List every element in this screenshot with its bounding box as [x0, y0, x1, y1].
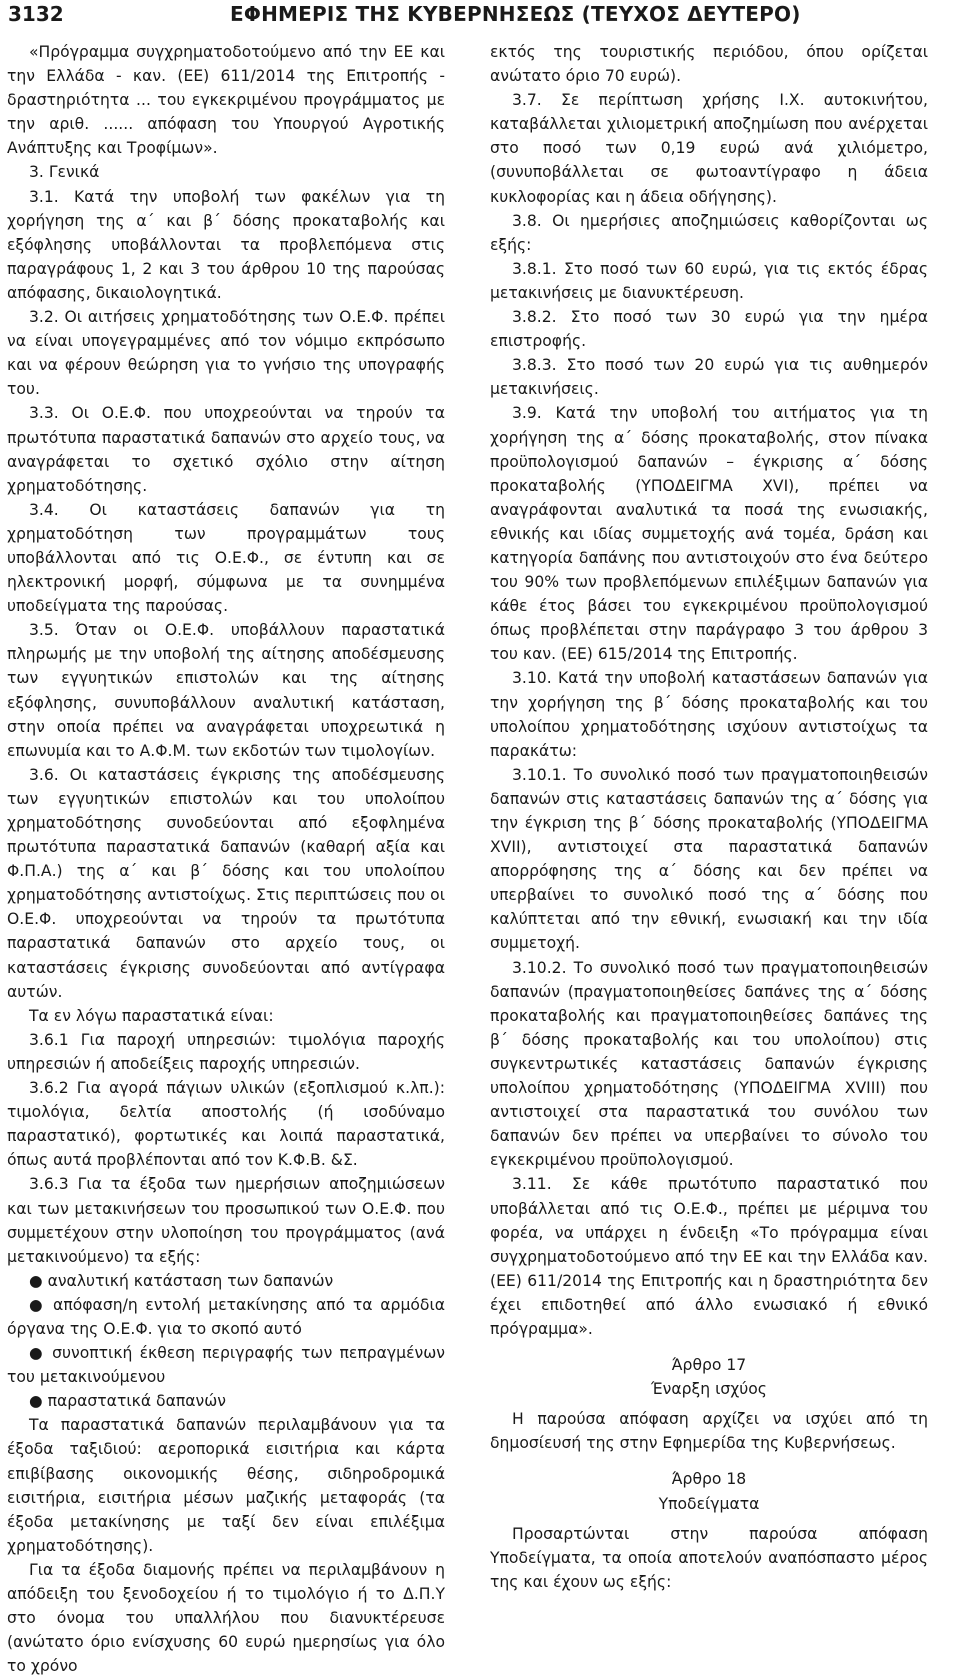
paragraph: 3.11. Σε κάθε πρωτότυπο παραστατικό που υποβάλλεται από τις Ο.Ε.Φ., πρέπει με μέριμνα του φορέα, να υπάρχει η ένδειξη «Το πρόγραμμα είναι συγχρηματοδοτούμενο από την ΕΕ και την Ελλάδα καν. (ΕΕ) 611/2014 της Επιτροπής και η δραστηριότητα δεν έχει επιδοτηθεί από άλλο ενωσιακό ή εθνικό πρόγραμμα». [490, 1175, 928, 1338]
paragraph: 3. Γενικά [29, 163, 100, 182]
paragraph: 3.7. Σε περίπτωση χρήσης Ι.Χ. αυτοκινήτου, καταβάλλεται χιλιομετρική αποζημίωση που ανέρχεται στο ποσό των 0,19 ευρώ ανά χιλιόμετρο, (συνυποβάλλεται σε φωτοαντίγραφο η άδεια κυκλοφορίας και η άδεια οδήγησης). [490, 91, 928, 206]
paragraph: 3.6.1 Για παροχή υπηρεσιών: τιμολόγια παροχής υπηρεσιών ή αποδείξεις παροχής υπηρεσιών. [7, 1030, 445, 1073]
paragraph: Η παρούσα απόφαση αρχίζει να ισχύει από τη δημοσίευσή της στην Εφημερίδα της Κυβερνήσεως. [490, 1410, 928, 1453]
paragraph: 3.4. Οι καταστάσεις δαπανών για τη χρηματοδότηση των προγραμμάτων τους υποβάλλονται από τις Ο.Ε.Φ., σε έντυπη και σε ηλεκτρονική μορφή, σύμφωνα με τα συνημμένα υποδείγματα της παρούσας. [7, 500, 445, 616]
paragraph: 3.8. Οι ημερήσιες αποζημιώσεις καθορίζονται ως εξής: [490, 211, 928, 254]
paragraph: ● αναλυτική κατάσταση των δαπανών [29, 1271, 334, 1290]
paragraph: 3.1. Κατά την υποβολή των φακέλων για τη χορήγηση της α΄ και β΄ δόσης προκαταβολής και εξόφλησης υποβάλλονται τα προβλεπόμενα στις παραγράφους 1, 2 και 3 του άρθρου 10 της παρούσας απόφασης, δικαιολογητικά. [7, 187, 445, 302]
running-title: ΕΦΗΜΕΡΙΣ ΤΗΣ ΚΥΒΕΡΝΗΣΕΩΣ (ΤΕΥΧΟΣ ΔΕΥΤΕΡΟ) [230, 2, 801, 26]
section-heading: Υποδείγματα [658, 1494, 760, 1513]
paragraph: εκτός της τουριστικής περιόδου, όπου ορίζεται ανώτατο όριο 70 ευρώ). [490, 43, 928, 86]
paragraph: Τα εν λόγω παραστατικά είναι: [29, 1006, 274, 1025]
paragraph: 3.8.3. Στο ποσό των 20 ευρώ για τις αυθημερόν μετακινήσεις. [490, 356, 928, 399]
page-header [0, 0, 960, 32]
section-heading: Άρθρο 18 [671, 1470, 747, 1489]
left-column [7, 40, 445, 1678]
right-column [490, 40, 928, 1594]
paragraph: 3.3. Οι Ο.Ε.Φ. που υποχρεούνται να τηρούν τα πρωτότυπα παραστατικά δαπανών στο αρχείο τους, να αναγράφεται το σχετικό σχόλιο στην αίτηση χρηματοδότησης. [7, 404, 445, 495]
paragraph: ● απόφαση/η εντολή μετακίνησης από τα αρμόδια όργανα της Ο.Ε.Φ. για το σκοπό αυτό [7, 1295, 445, 1338]
paragraph: ● συνοπτική έκθεση περιγραφής των πεπραγμένων του μετακινούμενου [7, 1344, 445, 1387]
paragraph: Τα παραστατικά δαπανών περιλαμβάνουν για τα έξοδα ταξιδιού: αεροπορικά εισιτήρια και κάρτα επιβίβασης οικονομικής θέσης, σιδηροδρομικά εισιτήρια, εισιτήρια μέσων μαζικής μεταφοράς (τα έξοδα μετακίνησης με ταξί δεν είναι επιλέξιμα χρηματοδότησης). [7, 1416, 445, 1555]
paragraph: 3.6. Οι καταστάσεις έγκρισης της αποδέσμευσης των εγγυητικών επιστολών και του υπολοίπου χρηματοδότησης συνοδεύονται από εξοφλημένα πρωτότυπα παραστατικά δαπανών (καθαρή αξία και Φ.Π.Α.) της α΄ και β΄ δόσης και του υπολοίπου χρηματοδότησης αντιστοίχως. Στις περιπτώσεις που οι Ο.Ε.Φ. υποχρεούνται να τηρούν τα πρωτότυπα παραστατικά δαπανών στο αρχείο τους, οι καταστάσεις έγκρισης συνοδεύονται από αντίγραφα αυτών. [7, 765, 445, 1001]
paragraph: 3.9. Κατά την υποβολή του αιτήματος για τη χορήγηση της α΄ δόσης προκαταβολής, στον πίνακα προϋπολογισμού δαπανών – έγκρισης α΄ δόσης προκαταβολής (ΥΠΟΔΕΙΓΜΑ XVI), πρέπει να αναγράφονται αναλυτικά τα ποσά της ενωσιακής, εθνικής και ιδίας συμμετοχής ανά τομέα, δράση και κατηγορία δαπάνης που αντιστοιχούν στο ένα δεύτερο του 90% των προβλεπόμενων επιλέξιμων δαπανών για κάθε έτος βάσει του εγκεκριμένου προϋπολογισμού όπως προβλέπεται στην παράγραφο 3 του άρθρου 3 του καν. (ΕΕ) 615/2014 της Επιτροπής. [490, 404, 928, 664]
paragraph: ● παραστατικά δαπανών [29, 1392, 227, 1411]
paragraph: 3.10.1. Το συνολικό ποσό των πραγματοποιηθεισών δαπανών στις καταστάσεις δαπανών της α΄ δόσης για την έγκριση της β΄ δόσης προκαταβολής (ΥΠΟΔΕΙΓΜΑ XVII), αντιστοιχεί στα παραστατικά δαπανών απορρόφησης της α΄ δόσης και δεν πρέπει να υπερβαίνει το συνολικό ποσό της α΄ δόσης που καλύπτεται από την εθνική, ενωσιακή και την ιδία συμμετοχή. [490, 765, 928, 953]
paragraph: 3.6.3 Για τα έξοδα των ημερήσιων αποζημιώσεων και των μετακινήσεων του προσωπικού των Ο.Ε.Φ. που συμμετέχουν στην υλοποίηση του προγράμματος (ανά μετακινούμενο) τα εξής: [7, 1175, 445, 1266]
paragraph: 3.8.1. Στο ποσό των 60 ευρώ, για τις εκτός έδρας μετακινήσεις με διανυκτέρευση. [490, 259, 928, 302]
paragraph: 3.6.2 Για αγορά πάγιων υλικών (εξοπλισμού κ.λπ.): τιμολόγια, δελτία αποστολής (ή ισοδύναμο παραστατικό), φορτωτικές και λοιπά παραστατικά, όπως αυτά προβλέπονται από τον Κ.Φ.Β. &Σ. [7, 1079, 445, 1170]
paragraph: Προσαρτώνται στην παρούσα απόφαση Υποδείγματα, τα οποία αποτελούν αναπόσπαστο μέρος της και έχουν ως εξής: [490, 1524, 928, 1591]
section-heading: Έναρξη ισχύος [651, 1380, 767, 1399]
page-number: 3132 [8, 2, 64, 26]
section-heading: Άρθρο 17 [671, 1356, 747, 1375]
paragraph: 3.10. Κατά την υποβολή καταστάσεων δαπανών για την χορήγηση της β΄ δόσης προκαταβολής και του υπολοίπου χρηματοδότησης ισχύουν αντιστοίχως τα παρακάτω: [490, 669, 928, 760]
paragraph: 3.8.2. Στο ποσό των 30 ευρώ για την ημέρα επιστροφής. [490, 308, 928, 351]
paragraph: Για τα έξοδα διαμονής πρέπει να περιλαμβάνουν η απόδειξη του ξενοδοχείου ή το τιμολόγιο ή το Δ.Π.Υ στο όνομα του υπαλλήλου που διανυκτέρευσε (ανώτατο όριο ενίσχυσης 60 ευρώ ημερησίως για όλο το χρόνο [7, 1560, 445, 1676]
paragraph: «Πρόγραμμα συγχρηματοδοτούμενο από την ΕΕ και την Ελλάδα - καν. (ΕΕ) 611/2014 της Επιτροπής - δραστηριότητα ... του εγκεκριμένου προγράμματος με την αριθ. ...... απόφαση του Υπουργού Αγροτικής Ανάπτυξης και Τροφίμων». [7, 43, 445, 158]
paragraph: 3.2. Οι αιτήσεις χρηματοδότησης των Ο.Ε.Φ. πρέπει να είναι υπογεγραμμένες από τον νόμιμο εκπρόσωπο και να φέρουν θεώρηση για το γνήσιο της υπογραφής του. [7, 308, 445, 399]
paragraph: 3.5. Όταν οι Ο.Ε.Φ. υποβάλλουν παραστατικά πληρωμής με την υποβολή της αίτησης αποδέσμευσης των εγγυητικών επιστολών και της αίτησης εξόφλησης, συνυποβάλλουν αναλυτική κατάσταση, στην οποία πρέπει να αναγράφεται υποχρεωτικά η επωνυμία και το Α.Φ.Μ. των εκδοτών των τιμολογίων. [7, 621, 445, 760]
paragraph: 3.10.2. Το συνολικό ποσό των πραγματοποιηθεισών δαπανών (πραγματοποιηθείσες δαπάνες της α΄ δόσης προκαταβολής και πραγματοποιηθείσες δαπάνες της β΄ δόσης προκαταβολής και του υπολοίπου) στις συγκεντρωτικές καταστάσεις δαπανών έγκρισης υπολοίπου χρηματοδότησης (ΥΠΟΔΕΙΓΜΑ XVIII) που αντιστοιχεί στα παραστατικά του συνόλου των δαπανών δεν πρέπει να υπερβαίνει το σύνολο του εγκεκριμένου προϋπολογισμού. [490, 958, 928, 1170]
